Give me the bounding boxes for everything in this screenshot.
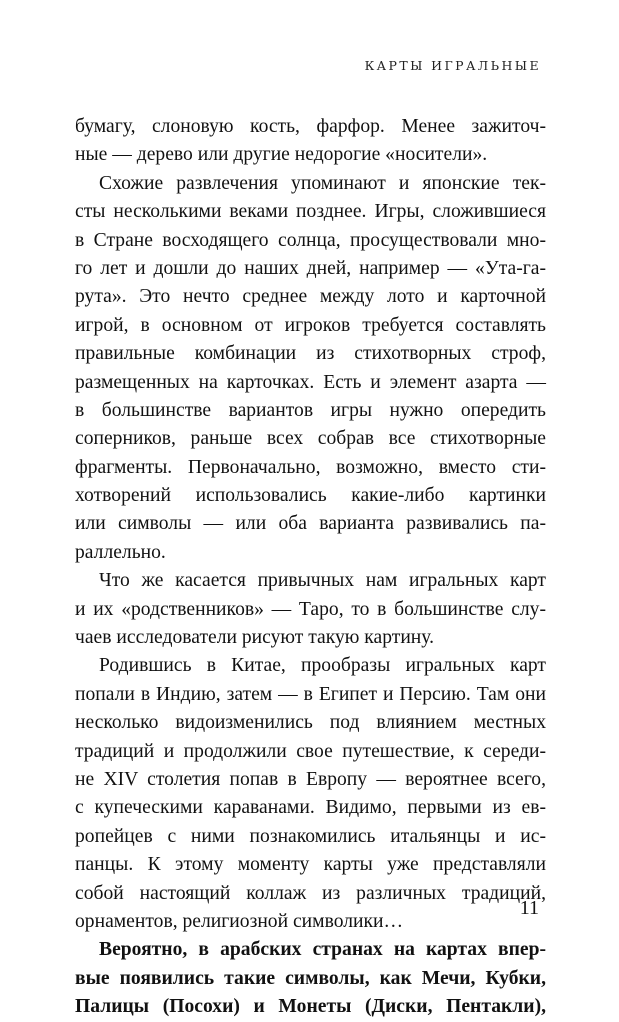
text-line: Родившись в Китае, прообразы игральных карт xyxy=(99,655,546,677)
text-line-bold: вые появились такие символы, как Мечи, Кубки, xyxy=(75,967,546,989)
text-line: несколько видоизменились под влиянием местных xyxy=(75,712,546,734)
text-line: Что же касается привычных нам игральных карт xyxy=(99,570,546,592)
text-line: размещенных на карточках. Есть и элемент азарта — xyxy=(75,371,546,393)
text-line: правильные комбинации из стихотворных строф, xyxy=(75,343,546,365)
text-line: собой настоящий коллаж из различных традиций, xyxy=(75,882,546,904)
text-line: орнаментов, религиозной символики… xyxy=(75,910,404,932)
text-line-bold: Палицы (Посохи) и Монеты (Диски, Пентакли), xyxy=(75,996,546,1018)
text-line: соперников, раньше всех собрав все стихотворные xyxy=(75,428,546,450)
text-line: игрой, в основном от игроков требуется составлять xyxy=(75,314,546,336)
text-line: ропейцев с ними познакомились итальянцы и ис- xyxy=(75,825,546,847)
text-line: бумагу, слоновую кость, фарфор. Менее зажиточ- xyxy=(75,116,546,137)
text-line: рута». Это нечто среднее между лото и карточной xyxy=(75,286,546,308)
text-line: го лет и дошли до наших дней, например — «Ута-га- xyxy=(75,257,546,279)
text-line: в Стране восходящего солнца, просуществовали мно- xyxy=(75,229,546,251)
text-line: традиций и продолжили свое путешествие, к середи- xyxy=(75,740,546,762)
text-line: не XIV столетия попав в Европу — вероятнее всего, xyxy=(75,768,546,790)
page-number: 11 xyxy=(519,897,539,919)
text-line: раллельно. xyxy=(75,541,166,563)
text-line: фрагменты. Первоначально, возможно, вместо сти- xyxy=(75,456,546,478)
text-line: чаев исследователи рисуют такую картину. xyxy=(75,627,435,649)
running-head: КАРТЫ ИГРАЛЬНЫЕ xyxy=(364,58,541,73)
body-text xyxy=(75,113,546,1022)
text-line: с купеческими караванами. Видимо, первыми из ев- xyxy=(75,797,546,819)
text-line: или символы — или оба варианта развивались па- xyxy=(75,513,546,535)
text-line: и их «родственников» — Таро, то в большинстве слу- xyxy=(75,598,546,620)
text-line: хотворений использовались какие-либо картинки xyxy=(75,485,546,507)
text-line: Схожие развлечения упоминают и японские тек- xyxy=(99,172,546,194)
text-line: попали в Индию, затем — в Египет и Персию. Там они xyxy=(75,683,546,705)
text-line: ные — дерево или другие недорогие «носители». xyxy=(75,144,488,166)
text-line-bold: Вероятно, в арабских странах на картах впер- xyxy=(99,939,546,961)
text-line: панцы. К этому моменту карты уже представляли xyxy=(75,854,546,876)
text-line: сты несколькими веками позднее. Игры, сложившиеся xyxy=(75,201,546,223)
text-line: в большинстве вариантов игры нужно опередить xyxy=(75,399,546,421)
